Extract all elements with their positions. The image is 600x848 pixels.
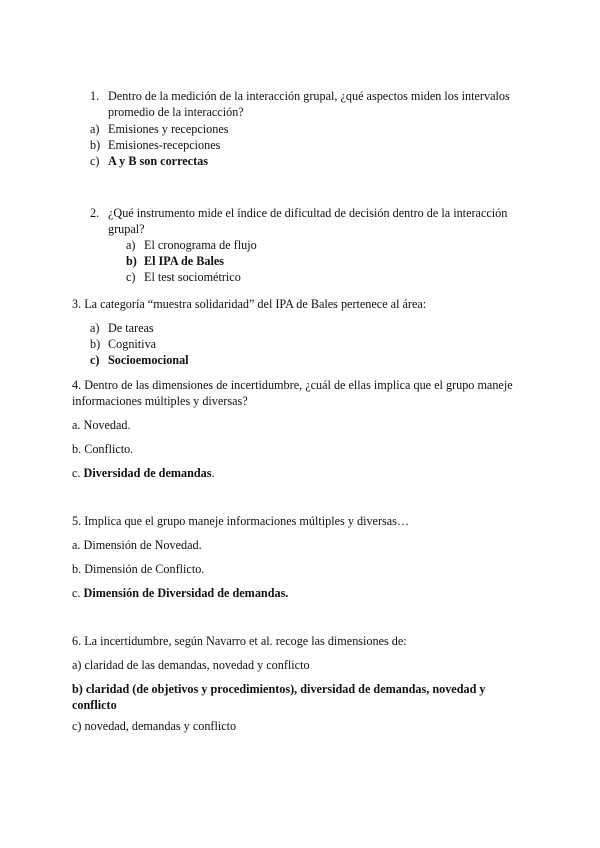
q1-option-b-label: b) [90,138,101,152]
q1-number: 1. [90,89,100,103]
q2-option-c-label: c) [126,270,136,284]
q4-option-a: a. Novedad. [72,418,131,432]
q4-option-b: b. Conflicto. [72,442,134,456]
q2-number: 2. [90,206,100,220]
q1-option-b-text: Emisiones-recepciones [108,138,221,152]
q6-text: 6. La incertidumbre, según Navarro et al. recoge las dimensiones de: [72,634,407,648]
q6-option-c: c) novedad, demandas y conflicto [72,719,237,733]
q4-text-line2: informaciones múltiples y diversas? [72,394,248,408]
q1-text-line1: Dentro de la medición de la interacción grupal, ¿qué aspectos miden los intervalos [108,89,510,103]
q2-text-line1: ¿Qué instrumento mide el índice de dificultad de decisión dentro de la interacción [108,206,508,220]
q3-option-a-text: De tareas [108,321,154,335]
q1-option-c-label: c) [90,154,100,168]
q1-option-c-text-correct: A y B son correctas [108,154,208,168]
q6-option-b-line1-correct: b) claridad (de objetivos y procedimientos), diversidad de demandas, novedad y [72,682,486,696]
q2-text-line2: grupal? [108,222,145,236]
q3-option-b-text: Cognitiva [108,337,157,351]
q5-option-a: a. Dimensión de Novedad. [72,538,202,552]
q1-option-a-label: a) [90,122,100,136]
q2-option-a-label: a) [126,238,136,252]
q2-option-b-text-correct: El IPA de Bales [144,254,225,268]
q3-option-c-text-correct: Socioemocional [108,353,189,367]
q2-option-c-text: El test sociométrico [144,270,241,284]
q3-text: 3. La categoría “muestra solidaridad” del IPA de Bales pertenece al área: [72,297,427,311]
q5-option-c-correct: Dimensión de Diversidad de demandas. [83,586,289,600]
q5-option-b: b. Dimensión de Conflicto. [72,562,205,576]
q4-option-c-correct: Diversidad de demandas [83,466,212,480]
q3-option-a-label: a) [90,321,100,335]
q6-option-a: a) claridad de las demandas, novedad y conflicto [72,658,310,672]
q5-option-c: c. Dimensión de Diversidad de demandas. [72,586,289,600]
q2-option-b-label: b) [126,254,137,268]
q4-option-c: c. Diversidad de demandas. [72,466,215,480]
q2-option-a-text: El cronograma de flujo [144,238,257,252]
q6-option-b-line2-correct: conflicto [72,698,117,712]
q3-option-b-label: b) [90,337,101,351]
q5-text: 5. Implica que el grupo maneje informaciones múltiples y diversas… [72,514,410,528]
q1-text-line2: promedio de la interacción? [108,105,244,119]
q1-option-a-text: Emisiones y recepciones [108,122,229,136]
q4-text-line1: 4. Dentro de las dimensiones de incertidumbre, ¿cuál de ellas implica que el grupo maneje [72,378,513,392]
q3-option-c-label: c) [90,353,100,367]
